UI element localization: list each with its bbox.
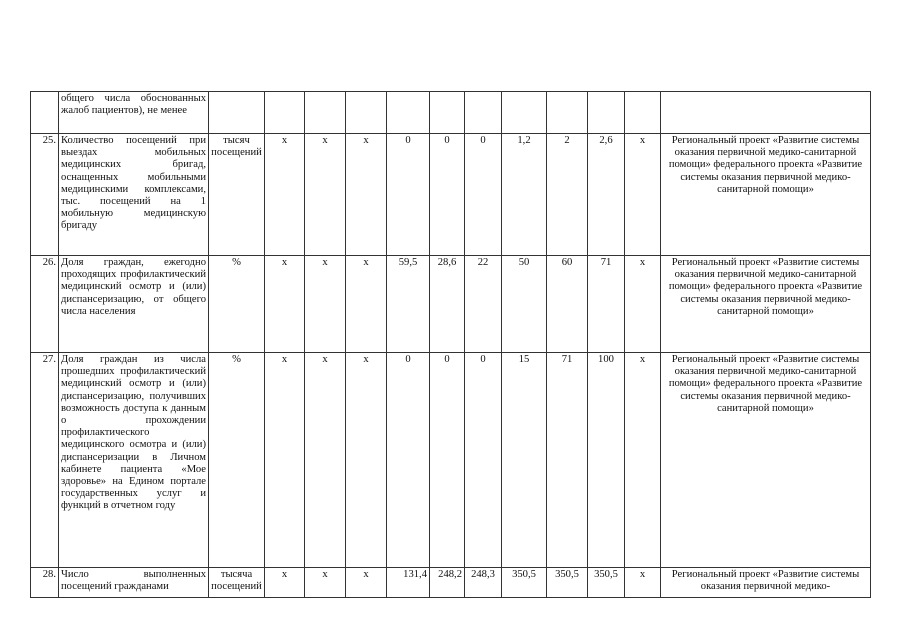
table-row: [31, 568, 871, 598]
value-cell: x: [625, 568, 661, 598]
source-cell: Региональный проект «Развитие системы оказания первичной медико-: [661, 568, 871, 598]
unit-cell: тысяч посещений: [209, 134, 265, 256]
value-cell: 2,6: [588, 134, 625, 256]
value-cell: 2: [547, 134, 588, 256]
table-row: [31, 92, 871, 134]
value-cell: [387, 92, 430, 134]
value-cell: 248,3: [465, 568, 502, 598]
value-cell: 0: [465, 134, 502, 256]
value-cell: [465, 92, 502, 134]
value-cell: x: [625, 353, 661, 568]
table-row: [31, 353, 871, 568]
value-cell: 50: [502, 256, 547, 353]
value-cell: x: [625, 134, 661, 256]
value-cell: [265, 92, 305, 134]
value-cell: 71: [588, 256, 625, 353]
value-cell: x: [305, 353, 346, 568]
value-cell: 0: [465, 353, 502, 568]
value-cell: x: [625, 256, 661, 353]
value-cell: [588, 92, 625, 134]
value-cell: 22: [465, 256, 502, 353]
row-number: 25.: [31, 134, 59, 256]
unit-cell: [209, 92, 265, 134]
indicator-name: Число выполненных посещений гражданами: [59, 568, 209, 598]
row-number: 27.: [31, 353, 59, 568]
value-cell: [346, 92, 387, 134]
value-cell: 15: [502, 353, 547, 568]
indicator-name: общего числа обоснованных жалоб пациентов), не менее: [59, 92, 209, 134]
value-cell: 350,5: [547, 568, 588, 598]
value-cell: 59,5: [387, 256, 430, 353]
source-cell: [661, 92, 871, 134]
value-cell: x: [265, 134, 305, 256]
value-cell: [502, 92, 547, 134]
unit-cell: %: [209, 256, 265, 353]
value-cell: 71: [547, 353, 588, 568]
indicator-name: Доля граждан, ежегодно проходящих профилактический медицинский осмотр и (или) диспансеризацию, от общего числа населения: [59, 256, 209, 353]
value-cell: x: [346, 353, 387, 568]
row-number: 26.: [31, 256, 59, 353]
row-number: [31, 92, 59, 134]
value-cell: x: [305, 256, 346, 353]
value-cell: x: [346, 134, 387, 256]
source-cell: Региональный проект «Развитие системы оказания первичной медико-санитарной помощи» федерального проекта «Развитие системы оказания первичной медико-санитарной помощи»: [661, 134, 871, 256]
value-cell: 0: [387, 134, 430, 256]
value-cell: x: [305, 568, 346, 598]
indicator-name: Доля граждан из числа прошедших профилактический медицинский осмотр и (или) диспансеризацию, получивших возможность доступа к данным о прохождении профилактического медицинского осмотра и (или) диспансеризации в Личном кабинете пациента «Мое здоровье» на Едином портале государственных услуг и функций в отчетном году: [59, 353, 209, 568]
value-cell: x: [265, 256, 305, 353]
value-cell: 0: [387, 353, 430, 568]
value-cell: 248,2: [430, 568, 465, 598]
unit-cell: тысяча посещений: [209, 568, 265, 598]
value-cell: x: [305, 134, 346, 256]
value-cell: [547, 92, 588, 134]
value-cell: 60: [547, 256, 588, 353]
value-cell: 1,2: [502, 134, 547, 256]
value-cell: [625, 92, 661, 134]
value-cell: [430, 92, 465, 134]
value-cell: x: [265, 353, 305, 568]
value-cell: 28,6: [430, 256, 465, 353]
table-row: [31, 256, 871, 353]
value-cell: 131,4: [387, 568, 430, 598]
value-cell: 100: [588, 353, 625, 568]
source-cell: Региональный проект «Развитие системы оказания первичной медико-санитарной помощи» федерального проекта «Развитие системы оказания первичной медико-санитарной помощи»: [661, 256, 871, 353]
indicators-table: [30, 91, 871, 598]
value-cell: x: [346, 568, 387, 598]
indicator-name: Количество посещений при выездах мобильных медицинских бригад, оснащенных мобильными медицинскими комплексами, тыс. посещений на 1 мобильную медицинскую бригаду: [59, 134, 209, 256]
source-cell: Региональный проект «Развитие системы оказания первичной медико-санитарной помощи» федерального проекта «Развитие системы оказания первичной медико-санитарной помощи»: [661, 353, 871, 568]
value-cell: [305, 92, 346, 134]
unit-cell: %: [209, 353, 265, 568]
value-cell: 0: [430, 353, 465, 568]
value-cell: x: [265, 568, 305, 598]
value-cell: 350,5: [502, 568, 547, 598]
row-number: 28.: [31, 568, 59, 598]
value-cell: 350,5: [588, 568, 625, 598]
value-cell: x: [346, 256, 387, 353]
value-cell: 0: [430, 134, 465, 256]
table-row: [31, 134, 871, 256]
